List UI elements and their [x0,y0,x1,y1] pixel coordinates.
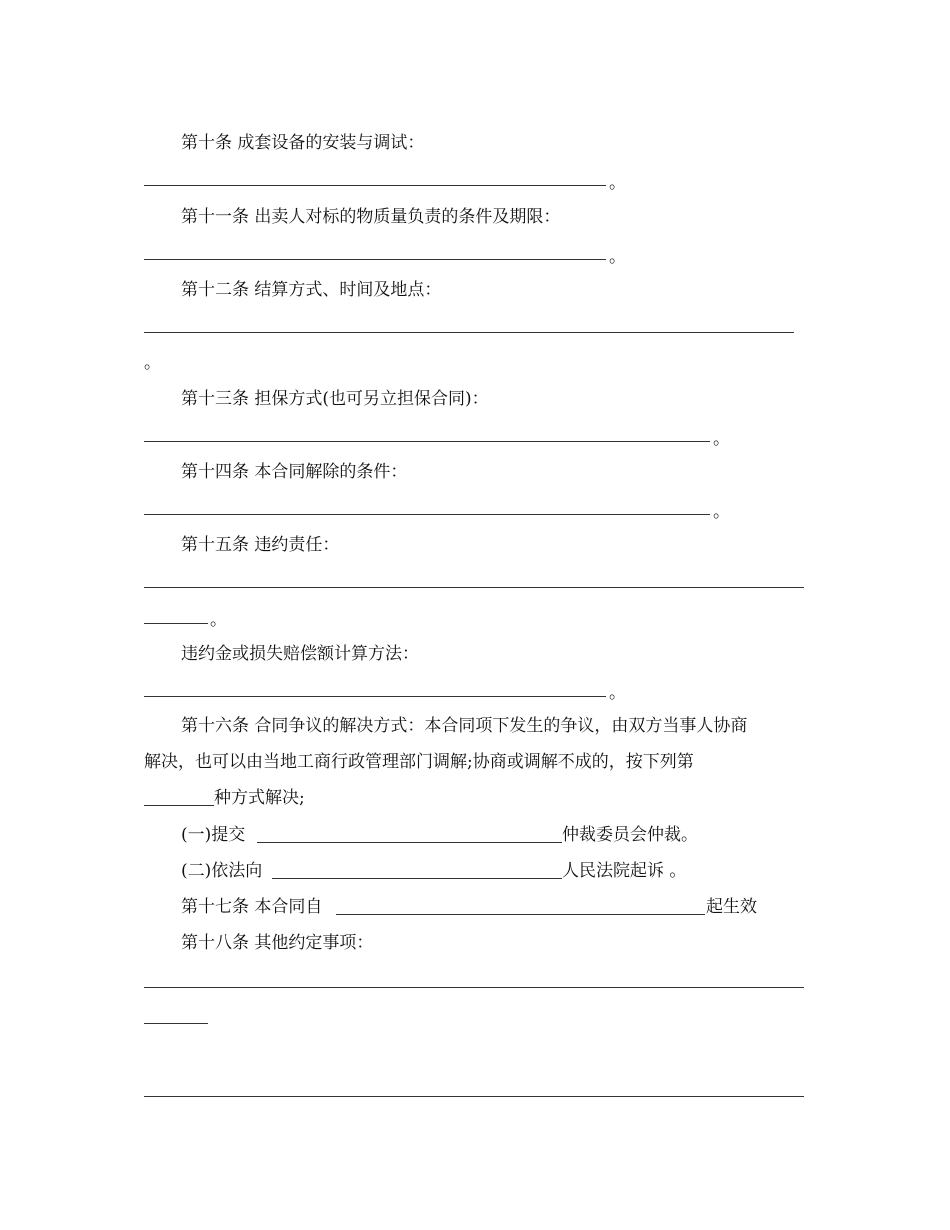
clause-17-prefix: 第十七条 本合同自 [181,897,323,917]
period: 。 [713,502,730,522]
blank-line [144,441,710,442]
blank-line [144,1096,804,1097]
clause-10-heading: 第十条 成套设备的安装与调试： [181,133,425,153]
period: 。 [609,683,626,703]
blank-line [144,696,606,697]
clause-17-suffix: 起生效 [706,897,757,917]
blank-line [257,842,562,843]
clause-16-tail: 种方式解决; [214,788,305,808]
blank-line [144,514,710,515]
option-1-prefix: (一)提交 [181,825,246,845]
blank-line [144,259,606,260]
option-2-suffix: 人民法院起诉 。 [562,861,687,881]
clause-16-line-1: 第十六条 合同争议的解决方式：本合同项下发生的争议，由双方当事人协商 [181,716,748,736]
blank-line [144,1023,208,1024]
blank-line [144,332,794,333]
blank-line [144,987,804,988]
period: 。 [609,247,626,267]
blank-line [144,587,804,588]
period: 。 [210,610,227,630]
period: 。 [713,429,730,449]
blank-line [144,623,208,624]
clause-12-heading: 第十二条 结算方式、时间及地点： [181,280,442,300]
penalty-heading: 违约金或损失赔偿额计算方法： [181,644,419,664]
blank-line [144,805,214,806]
blank-line [272,878,562,879]
blank-line [336,914,705,915]
option-1-suffix: 仲裁委员会仲裁。 [562,825,698,845]
option-2-prefix: (二)依法向 [181,861,263,881]
clause-16-line-2: 解决，也可以由当地工商行政管理部门调解;协商或调解不成的，按下列第 [144,752,694,772]
blank-line [144,185,606,186]
clause-13-heading: 第十三条 担保方式(也可另立担保合同)： [181,389,489,409]
clause-14-heading: 第十四条 本合同解除的条件： [181,462,408,482]
period: 。 [144,353,161,373]
clause-15-heading: 第十五条 违约责任： [181,535,340,555]
clause-11-heading: 第十一条 出卖人对标的物质量负责的条件及期限： [181,207,561,227]
clause-18-heading: 第十八条 其他约定事项： [181,933,374,953]
period: 。 [609,173,626,193]
